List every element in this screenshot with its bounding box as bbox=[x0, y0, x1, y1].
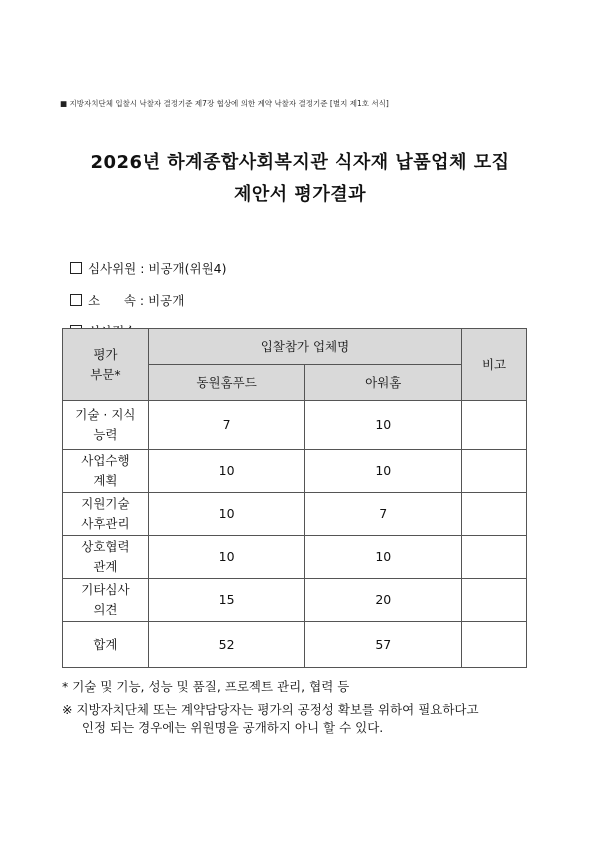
score-cell: 10 bbox=[148, 536, 305, 579]
header-bidder-1: 동원홈푸드 bbox=[148, 365, 305, 401]
table-header-row bbox=[63, 329, 527, 365]
row-label: 기술 · 지식 능력 bbox=[63, 401, 149, 450]
document-title: 2026년 하계종합사회복지관 식자재 납품업체 모집 bbox=[90, 152, 510, 173]
table-row bbox=[63, 536, 527, 579]
info-affiliation bbox=[62, 276, 184, 309]
header-note: 비고 bbox=[462, 329, 527, 401]
row-label: 상호협력 관계 bbox=[63, 536, 149, 579]
note-cell bbox=[462, 622, 527, 668]
table-total-row bbox=[63, 622, 527, 668]
checkbox-square-icon bbox=[70, 262, 82, 274]
score-cell: 7 bbox=[148, 401, 305, 450]
table-row bbox=[63, 493, 527, 536]
score-cell: 15 bbox=[148, 579, 305, 622]
note-cell bbox=[462, 401, 527, 450]
form-reference-note: ■ 지방자치단체 입찰시 낙찰자 결정기준 제7장 협상에 의한 계약 낙찰자 결정기준 [별지 제1호 서식] bbox=[60, 99, 389, 108]
score-cell: 10 bbox=[305, 401, 462, 450]
footnote-disclosure-cont: 인정 되는 경우에는 위원명을 공개하지 아니 할 수 있다. bbox=[62, 720, 384, 735]
info-affiliation-text: 소 속 : 비공개 bbox=[87, 293, 185, 308]
note-cell bbox=[462, 579, 527, 622]
header-category: 평가 부문* bbox=[63, 329, 149, 401]
total-score-cell: 57 bbox=[305, 622, 462, 668]
note-cell bbox=[462, 536, 527, 579]
checkbox-square-icon bbox=[70, 294, 82, 306]
footnote-criteria: * 기술 및 기능, 성능 및 품질, 프로젝트 관리, 협력 등 bbox=[62, 679, 350, 694]
note-cell bbox=[462, 450, 527, 493]
info-evaluator bbox=[62, 244, 227, 277]
document-subtitle: 제안서 평가결과 bbox=[234, 184, 366, 205]
note-cell bbox=[462, 493, 527, 536]
score-cell: 10 bbox=[148, 493, 305, 536]
score-cell: 7 bbox=[305, 493, 462, 536]
score-table bbox=[62, 328, 527, 668]
info-evaluator-text: 심사위원 : 비공개(위원4) bbox=[87, 261, 227, 276]
total-label: 합계 bbox=[63, 622, 149, 668]
footnote-disclosure: ※ 지방자치단체 또는 계약담당자는 평가의 공정성 확보를 위하여 필요하다고 bbox=[62, 702, 479, 717]
row-label: 기타심사 의견 bbox=[63, 579, 149, 622]
header-bidder-2: 아워홈 bbox=[305, 365, 462, 401]
score-cell: 10 bbox=[305, 450, 462, 493]
row-label: 지원기술 사후관리 bbox=[63, 493, 149, 536]
score-cell: 10 bbox=[305, 536, 462, 579]
total-score-cell: 52 bbox=[148, 622, 305, 668]
table-row bbox=[63, 579, 527, 622]
header-bidders: 입찰참가 업체명 bbox=[148, 329, 461, 365]
table-row bbox=[63, 401, 527, 450]
score-cell: 20 bbox=[305, 579, 462, 622]
table-row bbox=[63, 450, 527, 493]
row-label: 사업수행 계획 bbox=[63, 450, 149, 493]
score-cell: 10 bbox=[148, 450, 305, 493]
